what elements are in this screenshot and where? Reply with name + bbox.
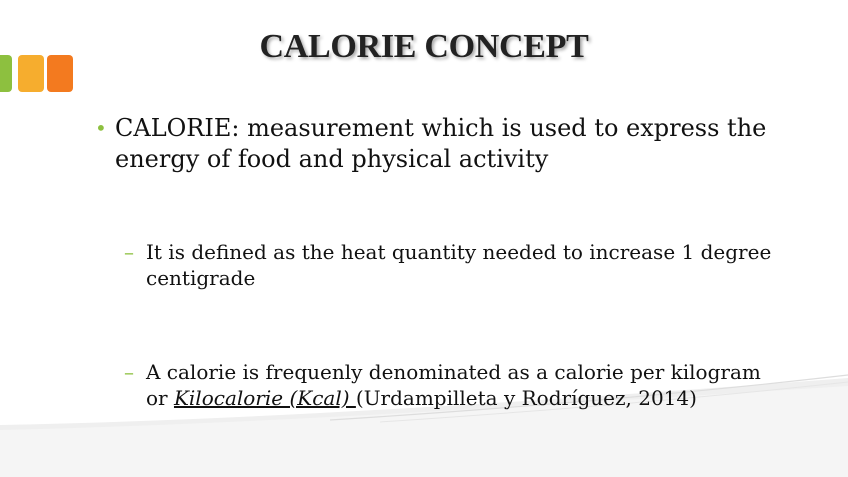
slide-title: CALORIE CONCEPT	[259, 28, 589, 65]
main-bullet	[95, 113, 775, 175]
sub-bullet-text-before: A calorie is frequenly denominated as a calorie per kilogram or	[146, 360, 761, 410]
sub-bullet-marker: –	[124, 360, 134, 384]
sub-bullet-kilocalorie	[95, 359, 775, 411]
main-bullet-text: CALORIE: measurement which is used to express the energy of food and physical activity	[115, 114, 767, 173]
bullet-marker: •	[95, 116, 107, 140]
slide-body	[95, 113, 775, 411]
sub-bullet-text: It is defined as the heat quantity needed to increase 1 degree centigrade	[146, 240, 772, 290]
citation-text: (Urdampilleta y Rodríguez, 2014)	[355, 386, 697, 410]
sub-bullet-marker: –	[124, 240, 134, 264]
kilocalorie-term: Kilocalorie (Kcal)	[173, 386, 356, 410]
sub-bullet-definition	[95, 239, 775, 291]
